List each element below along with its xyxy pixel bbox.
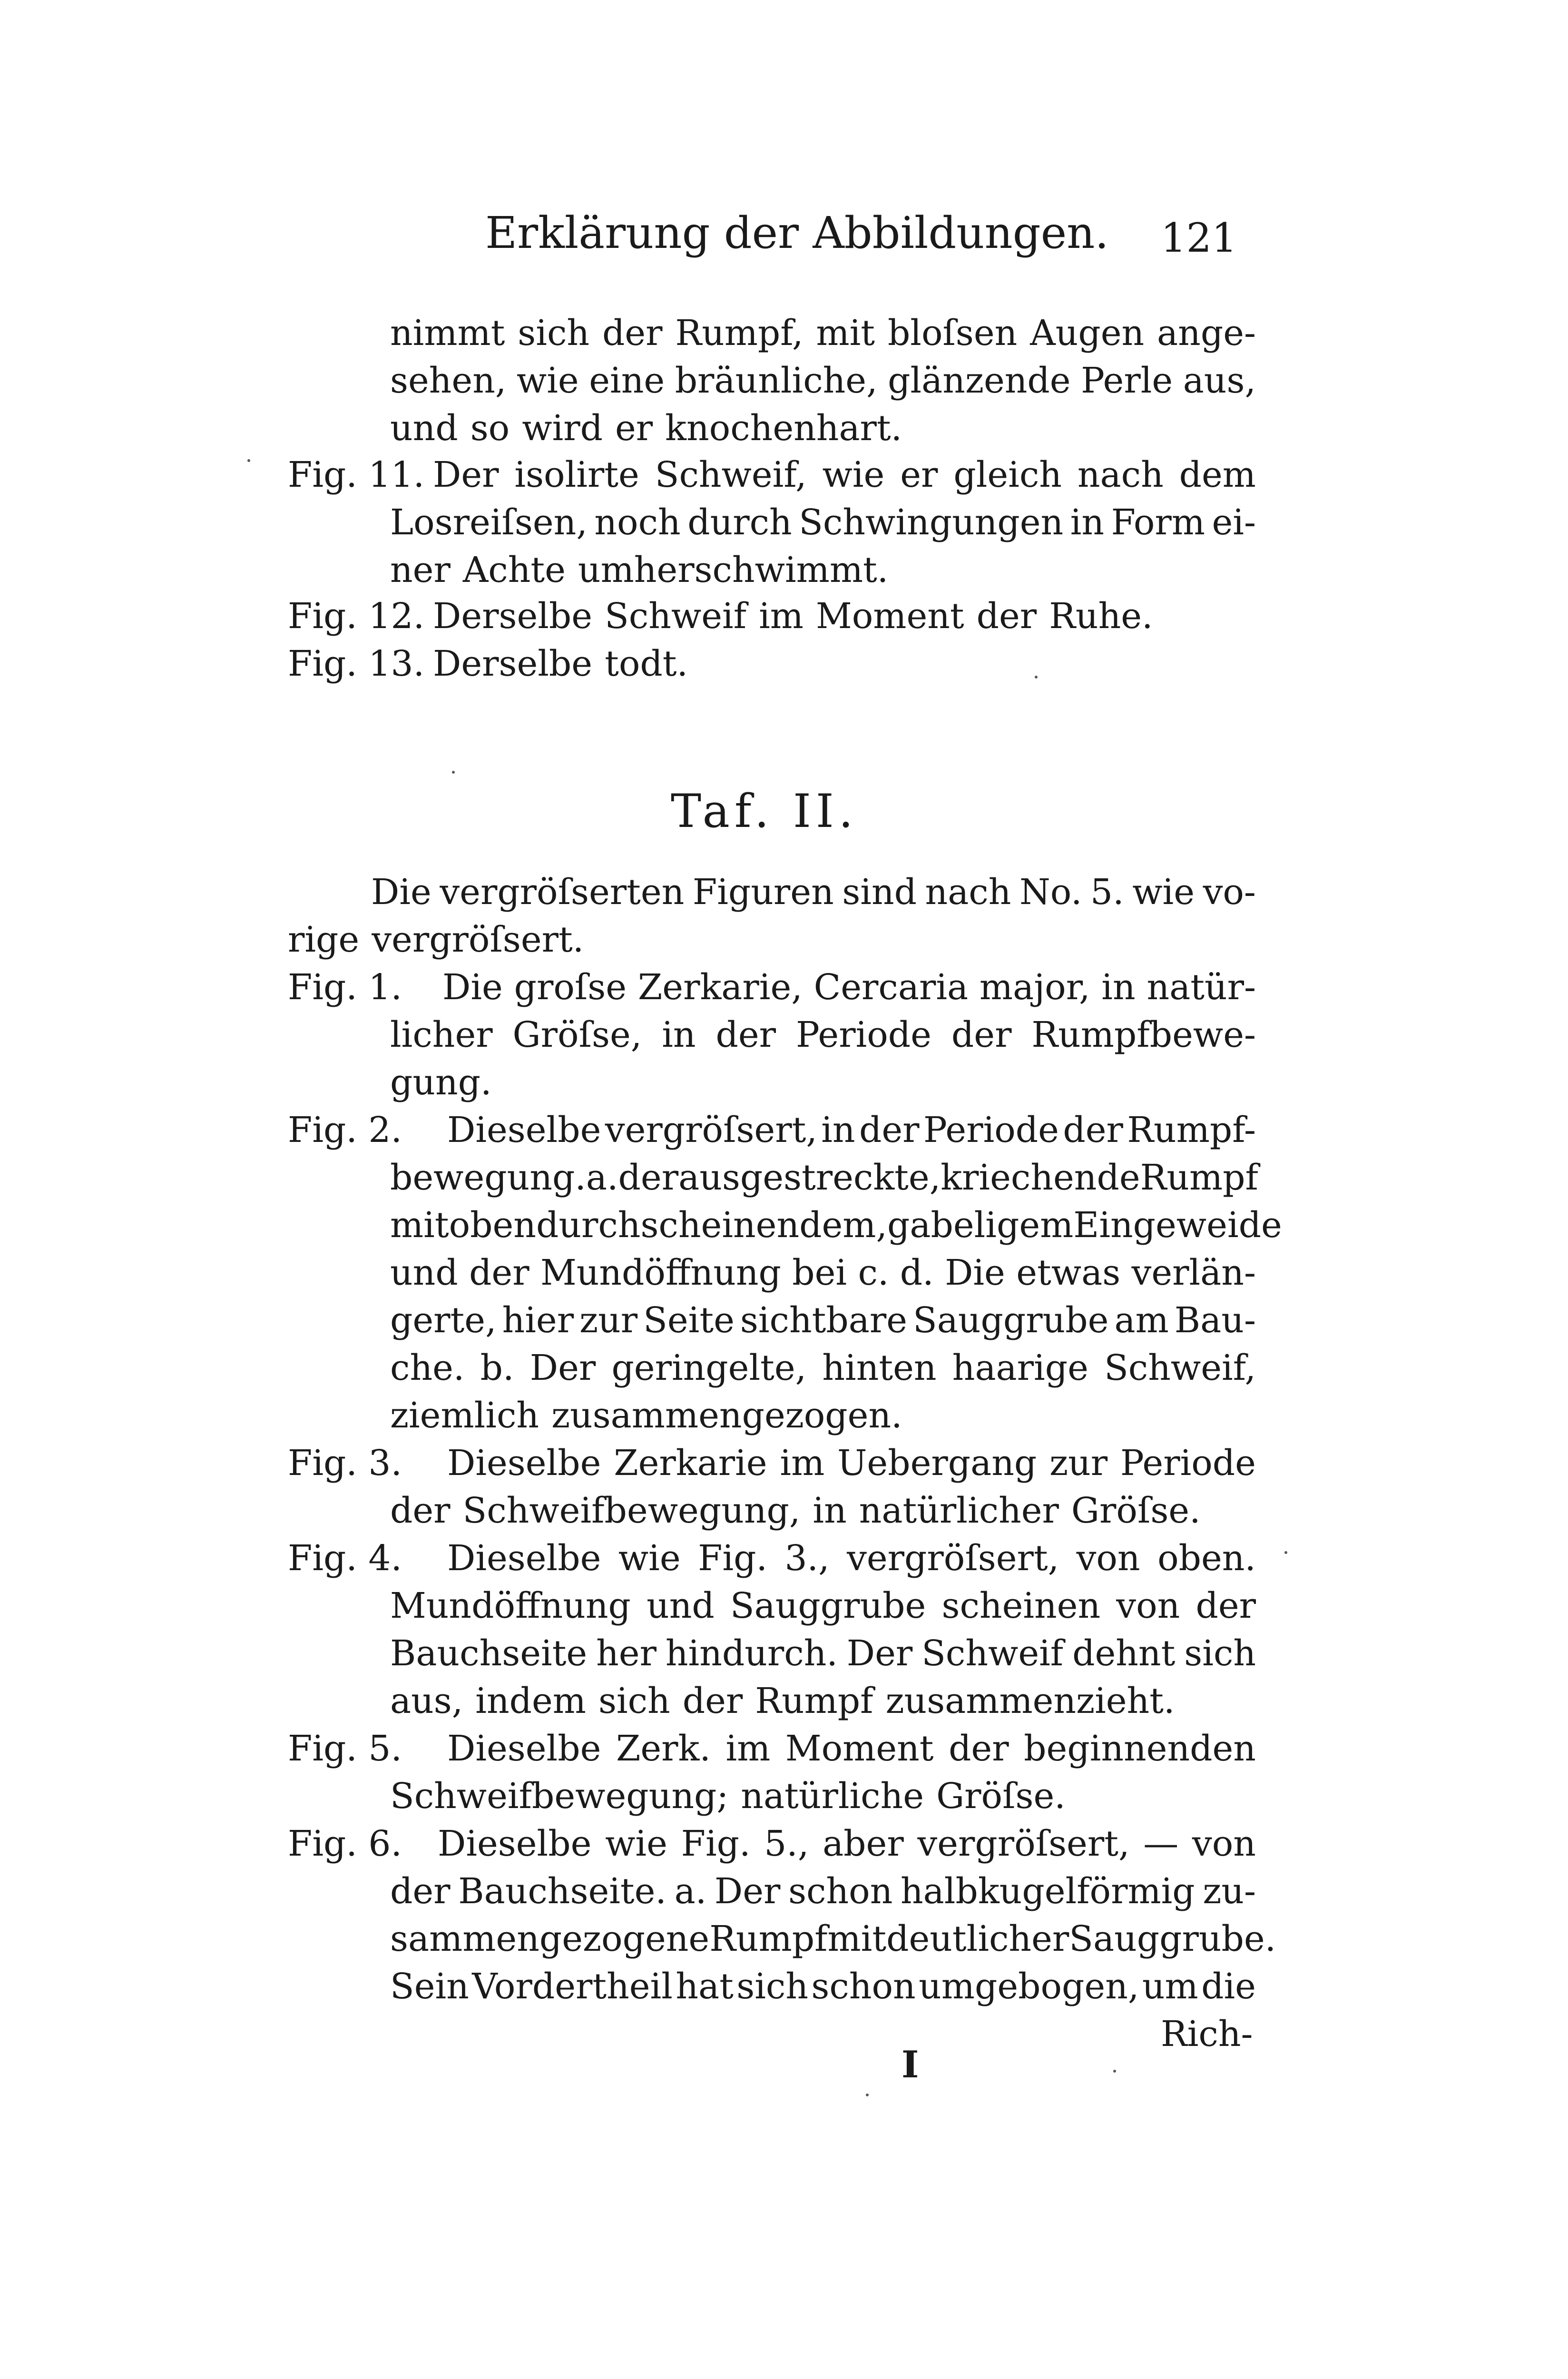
word: hinten bbox=[822, 1347, 937, 1388]
word: Derselbe bbox=[433, 643, 593, 684]
word: hindurch. bbox=[665, 1633, 838, 1674]
word: Sauggrube bbox=[913, 1300, 1109, 1341]
word: Der bbox=[529, 1347, 596, 1388]
word: Rumpf- bbox=[1127, 1110, 1256, 1150]
word: Schweif bbox=[921, 1633, 1064, 1674]
word: in bbox=[1101, 967, 1136, 1008]
word: Rumpf bbox=[755, 1681, 873, 1721]
word: im bbox=[780, 1443, 825, 1484]
word: aus, bbox=[1183, 360, 1256, 401]
word: Figuren bbox=[692, 872, 834, 913]
paper-speck bbox=[1113, 2070, 1116, 2073]
paper-speck bbox=[1035, 676, 1038, 678]
section-title: Taf. II. bbox=[671, 785, 858, 838]
word: wie bbox=[605, 1823, 667, 1864]
word: wird bbox=[522, 408, 603, 449]
word: Uebergang bbox=[837, 1443, 1037, 1484]
word: wie bbox=[822, 454, 885, 495]
word: natür- bbox=[1147, 967, 1256, 1008]
figure-label: Fig. 11. bbox=[288, 454, 425, 495]
word: sich bbox=[736, 1966, 808, 2007]
word: mit bbox=[816, 313, 875, 354]
word: a. bbox=[674, 1871, 707, 1912]
word: c. bbox=[858, 1252, 889, 1293]
word: mit bbox=[390, 1205, 449, 1246]
word: hat bbox=[676, 1966, 734, 2007]
word: schon bbox=[811, 1966, 916, 2007]
word: ange- bbox=[1157, 313, 1256, 354]
word: bei bbox=[792, 1252, 847, 1293]
paper-speck bbox=[866, 2094, 869, 2096]
word: zusammenzieht. bbox=[885, 1681, 1175, 1721]
word: bräunliche, bbox=[675, 360, 878, 401]
word: ei- bbox=[1212, 502, 1256, 543]
text-line bbox=[390, 404, 1256, 452]
word: Periode bbox=[1120, 1443, 1256, 1484]
word: der bbox=[1063, 1110, 1123, 1150]
word: Sauggrube bbox=[730, 1585, 926, 1626]
word: nach bbox=[925, 872, 1011, 913]
word: isolirte bbox=[514, 454, 639, 495]
figure-label: Fig. 3. bbox=[288, 1443, 402, 1484]
word: No. bbox=[1019, 872, 1082, 913]
running-header: Erklärung der Abbildungen. bbox=[485, 207, 1109, 258]
word: Cercaria bbox=[813, 967, 969, 1008]
text-line bbox=[438, 1820, 1256, 1868]
word: am bbox=[1114, 1300, 1169, 1341]
word: er bbox=[615, 408, 653, 449]
word: Periode bbox=[795, 1014, 931, 1055]
word: ner bbox=[390, 550, 451, 590]
word: vergröſsert, bbox=[917, 1823, 1130, 1864]
word: sehen, bbox=[390, 360, 507, 401]
text-line bbox=[442, 963, 1256, 1011]
word: vo- bbox=[1203, 872, 1256, 913]
text-line bbox=[371, 868, 1256, 916]
word: und bbox=[390, 408, 458, 449]
word: Zerk. bbox=[616, 1728, 711, 1769]
word: der bbox=[618, 1157, 679, 1198]
word: Eingeweide bbox=[1073, 1205, 1282, 1246]
text-line bbox=[447, 1106, 1256, 1154]
word: zusammengezogen. bbox=[551, 1395, 902, 1436]
word: vergröſsert, bbox=[605, 1110, 817, 1150]
text-line bbox=[390, 357, 1256, 404]
word: natürliche bbox=[741, 1776, 924, 1817]
text-line bbox=[288, 916, 1256, 963]
word: Dieselbe bbox=[447, 1538, 601, 1579]
word: Schweif bbox=[605, 596, 747, 637]
word: — bbox=[1143, 1823, 1179, 1864]
word: der bbox=[859, 1110, 920, 1150]
word: und bbox=[647, 1585, 715, 1626]
word: sich bbox=[518, 313, 590, 354]
word: wie bbox=[1132, 872, 1195, 913]
word: Schweif, bbox=[1104, 1347, 1256, 1388]
word: deutlicher bbox=[886, 1918, 1069, 1959]
figure-label: Fig. 4. bbox=[288, 1538, 402, 1579]
word: Die bbox=[371, 872, 431, 913]
word: nach bbox=[1077, 454, 1164, 495]
text-line bbox=[390, 1677, 1256, 1725]
word: Der bbox=[846, 1633, 913, 1674]
word: ziemlich bbox=[390, 1395, 539, 1436]
word: che. bbox=[390, 1347, 465, 1388]
word: gerte, bbox=[390, 1300, 497, 1341]
word: Derselbe bbox=[433, 596, 593, 637]
word: etwas bbox=[1016, 1252, 1121, 1293]
word: Rumpfbewe- bbox=[1031, 1014, 1256, 1055]
paper-speck bbox=[247, 459, 250, 462]
word: bewegung. bbox=[390, 1157, 586, 1198]
word: im bbox=[725, 1728, 771, 1769]
word: geringelte, bbox=[611, 1347, 807, 1388]
word: umherschwimmt. bbox=[578, 550, 889, 590]
text-line bbox=[390, 499, 1256, 546]
word: von bbox=[1076, 1538, 1140, 1579]
word: sichtbare bbox=[740, 1300, 908, 1341]
word: noch bbox=[594, 502, 681, 543]
word: vergröſserten bbox=[440, 872, 685, 913]
word: der bbox=[1196, 1585, 1256, 1626]
figure-label: Fig. 6. bbox=[288, 1823, 402, 1864]
word: der bbox=[715, 1014, 776, 1055]
word: der bbox=[390, 1871, 451, 1912]
word: und bbox=[390, 1252, 458, 1293]
word: knochenhart. bbox=[665, 408, 902, 449]
word: Bau- bbox=[1174, 1300, 1256, 1341]
figure-label: Fig. 5. bbox=[288, 1728, 402, 1769]
word: Losreiſsen, bbox=[390, 502, 588, 543]
paper-speck bbox=[1284, 1551, 1287, 1554]
word: Moment bbox=[815, 596, 964, 637]
word: kriechende bbox=[941, 1157, 1140, 1198]
text-line bbox=[390, 1154, 1256, 1201]
word: glänzende bbox=[888, 360, 1071, 401]
word: durchscheinendem, bbox=[536, 1205, 887, 1246]
word: eine bbox=[589, 360, 665, 401]
text-line bbox=[390, 1249, 1256, 1297]
word: gleich bbox=[953, 454, 1062, 495]
word: Dieselbe bbox=[447, 1728, 601, 1769]
word: schon bbox=[788, 1871, 893, 1912]
word: her bbox=[596, 1633, 657, 1674]
word: im bbox=[759, 596, 804, 637]
word: beginnenden bbox=[1024, 1728, 1256, 1769]
word: Seite bbox=[643, 1300, 735, 1341]
word: umgebogen, bbox=[919, 1966, 1139, 2007]
word: oben bbox=[449, 1205, 536, 1246]
word: Sein bbox=[390, 1966, 469, 2007]
word: in bbox=[813, 1490, 847, 1531]
word: scheinen bbox=[941, 1585, 1101, 1626]
text-line bbox=[390, 309, 1256, 357]
word: Gröſse, bbox=[512, 1014, 642, 1055]
word: Gröſse. bbox=[936, 1776, 1066, 1817]
word: der bbox=[949, 1728, 1009, 1769]
word: von bbox=[1116, 1585, 1180, 1626]
word: Periode bbox=[923, 1110, 1059, 1150]
word: Augen bbox=[1030, 313, 1145, 354]
page-number: 121 bbox=[1161, 215, 1237, 261]
word: Form bbox=[1111, 502, 1205, 543]
word: sind bbox=[842, 872, 917, 913]
word: Vordertheil bbox=[472, 1966, 673, 2007]
word: so bbox=[470, 408, 510, 449]
word: wie bbox=[618, 1538, 681, 1579]
word: um bbox=[1142, 1966, 1198, 2007]
word: oben. bbox=[1157, 1538, 1256, 1579]
text-line bbox=[390, 1297, 1256, 1344]
word: vergröſsert. bbox=[372, 919, 584, 960]
word: nimmt bbox=[390, 313, 505, 354]
word: der bbox=[602, 313, 663, 354]
paper-speck bbox=[452, 771, 455, 774]
word: von bbox=[1192, 1823, 1256, 1864]
word: Gröſse. bbox=[1071, 1490, 1201, 1531]
word: dem bbox=[1179, 454, 1256, 495]
word: indem bbox=[475, 1681, 586, 1721]
text-line bbox=[390, 1201, 1282, 1249]
text-line bbox=[390, 1915, 1276, 1963]
word: sich bbox=[598, 1681, 670, 1721]
word: Perle bbox=[1081, 360, 1173, 401]
word: haarige bbox=[952, 1347, 1088, 1388]
figure-label: Fig. 1. bbox=[288, 967, 402, 1008]
text-line bbox=[390, 1011, 1256, 1059]
text-line bbox=[390, 546, 1256, 594]
text-line bbox=[390, 1772, 1256, 1820]
word: durch bbox=[687, 502, 792, 543]
word: natürlicher bbox=[859, 1490, 1059, 1531]
word: a. bbox=[586, 1157, 618, 1198]
word: Dieselbe bbox=[447, 1443, 601, 1484]
word: b. bbox=[480, 1347, 514, 1388]
word: Schweifbewegung; bbox=[390, 1776, 729, 1817]
word: Die bbox=[442, 967, 503, 1008]
word: sammengezogene bbox=[390, 1918, 710, 1959]
word: verlän- bbox=[1131, 1252, 1256, 1293]
word: bloſsen bbox=[887, 313, 1018, 354]
word: Fig. bbox=[681, 1823, 751, 1864]
word: Bauchseite. bbox=[458, 1871, 666, 1912]
word: gabeligem bbox=[887, 1205, 1074, 1246]
figure-label: Fig. 12. bbox=[288, 596, 425, 637]
word: d. bbox=[900, 1252, 934, 1293]
text-line bbox=[390, 1630, 1256, 1677]
word: halbkugelförmig bbox=[901, 1871, 1195, 1912]
word: aus, bbox=[390, 1681, 463, 1721]
figure-label: Fig. 13. bbox=[288, 643, 425, 684]
text-line bbox=[390, 1059, 1256, 1106]
word: der bbox=[469, 1252, 529, 1293]
text-line bbox=[433, 451, 1256, 499]
word: zur bbox=[579, 1300, 638, 1341]
word: der bbox=[682, 1681, 743, 1721]
word: hier bbox=[502, 1300, 574, 1341]
word: Rumpf bbox=[709, 1918, 828, 1959]
word: er bbox=[900, 454, 938, 495]
word: Der bbox=[714, 1871, 781, 1912]
word: rige bbox=[288, 919, 360, 960]
word: dehnt bbox=[1072, 1633, 1176, 1674]
word: Die bbox=[945, 1252, 1005, 1293]
word: major, bbox=[979, 967, 1090, 1008]
word: gung. bbox=[390, 1062, 492, 1103]
word: Schweif, bbox=[655, 454, 807, 495]
word: in bbox=[1070, 502, 1105, 543]
word: zur bbox=[1049, 1443, 1108, 1484]
word: aber bbox=[823, 1823, 904, 1864]
text-line bbox=[390, 1963, 1256, 2010]
text-line bbox=[433, 592, 1256, 640]
text-line bbox=[447, 1725, 1256, 1772]
text-line bbox=[433, 640, 1256, 688]
word: Zerkarie, bbox=[637, 967, 803, 1008]
catchword: Rich- bbox=[1161, 2014, 1253, 2055]
word: der bbox=[951, 1014, 1012, 1055]
word: Der bbox=[433, 454, 499, 495]
signature-mark: I bbox=[902, 2043, 919, 2086]
text-line bbox=[390, 1868, 1256, 1915]
word: Ruhe. bbox=[1049, 596, 1153, 637]
word: 5. bbox=[1090, 872, 1124, 913]
word: sich bbox=[1184, 1633, 1256, 1674]
figure-label: Fig. 2. bbox=[288, 1110, 402, 1150]
text-line bbox=[390, 1487, 1256, 1534]
word: Schweifbewegung, bbox=[462, 1490, 801, 1531]
word: Dieselbe bbox=[438, 1823, 592, 1864]
text-line bbox=[390, 1392, 1256, 1439]
word: 5., bbox=[764, 1823, 809, 1864]
text-line bbox=[390, 1344, 1256, 1392]
word: Schwingungen bbox=[799, 502, 1064, 543]
word: Fig. bbox=[698, 1538, 768, 1579]
word: Dieselbe bbox=[447, 1110, 601, 1150]
word: Rumpf, bbox=[675, 313, 804, 354]
word: der bbox=[390, 1490, 451, 1531]
word: todt. bbox=[605, 643, 688, 684]
word: der bbox=[976, 596, 1037, 637]
word: Bauchseite bbox=[390, 1633, 588, 1674]
word: in bbox=[821, 1110, 855, 1150]
text-line bbox=[390, 1582, 1256, 1630]
word: in bbox=[662, 1014, 696, 1055]
word: Mundöffnung bbox=[540, 1252, 781, 1293]
word: vergröſsert, bbox=[847, 1538, 1059, 1579]
word: licher bbox=[390, 1014, 493, 1055]
text-line bbox=[447, 1439, 1256, 1487]
word: Sauggrube. bbox=[1069, 1918, 1276, 1959]
word: wie bbox=[516, 360, 579, 401]
word: zu- bbox=[1203, 1871, 1256, 1912]
word: mit bbox=[827, 1918, 887, 1959]
word: die bbox=[1201, 1966, 1256, 2007]
word: 3., bbox=[784, 1538, 830, 1579]
word: Rumpf bbox=[1140, 1157, 1258, 1198]
word: Zerkarie bbox=[614, 1443, 767, 1484]
word: ausgestreckte, bbox=[678, 1157, 941, 1198]
word: Achte bbox=[462, 550, 566, 590]
text-line bbox=[447, 1534, 1256, 1582]
word: Moment bbox=[785, 1728, 934, 1769]
word: Mundöffnung bbox=[390, 1585, 631, 1626]
word: groſse bbox=[514, 967, 627, 1008]
